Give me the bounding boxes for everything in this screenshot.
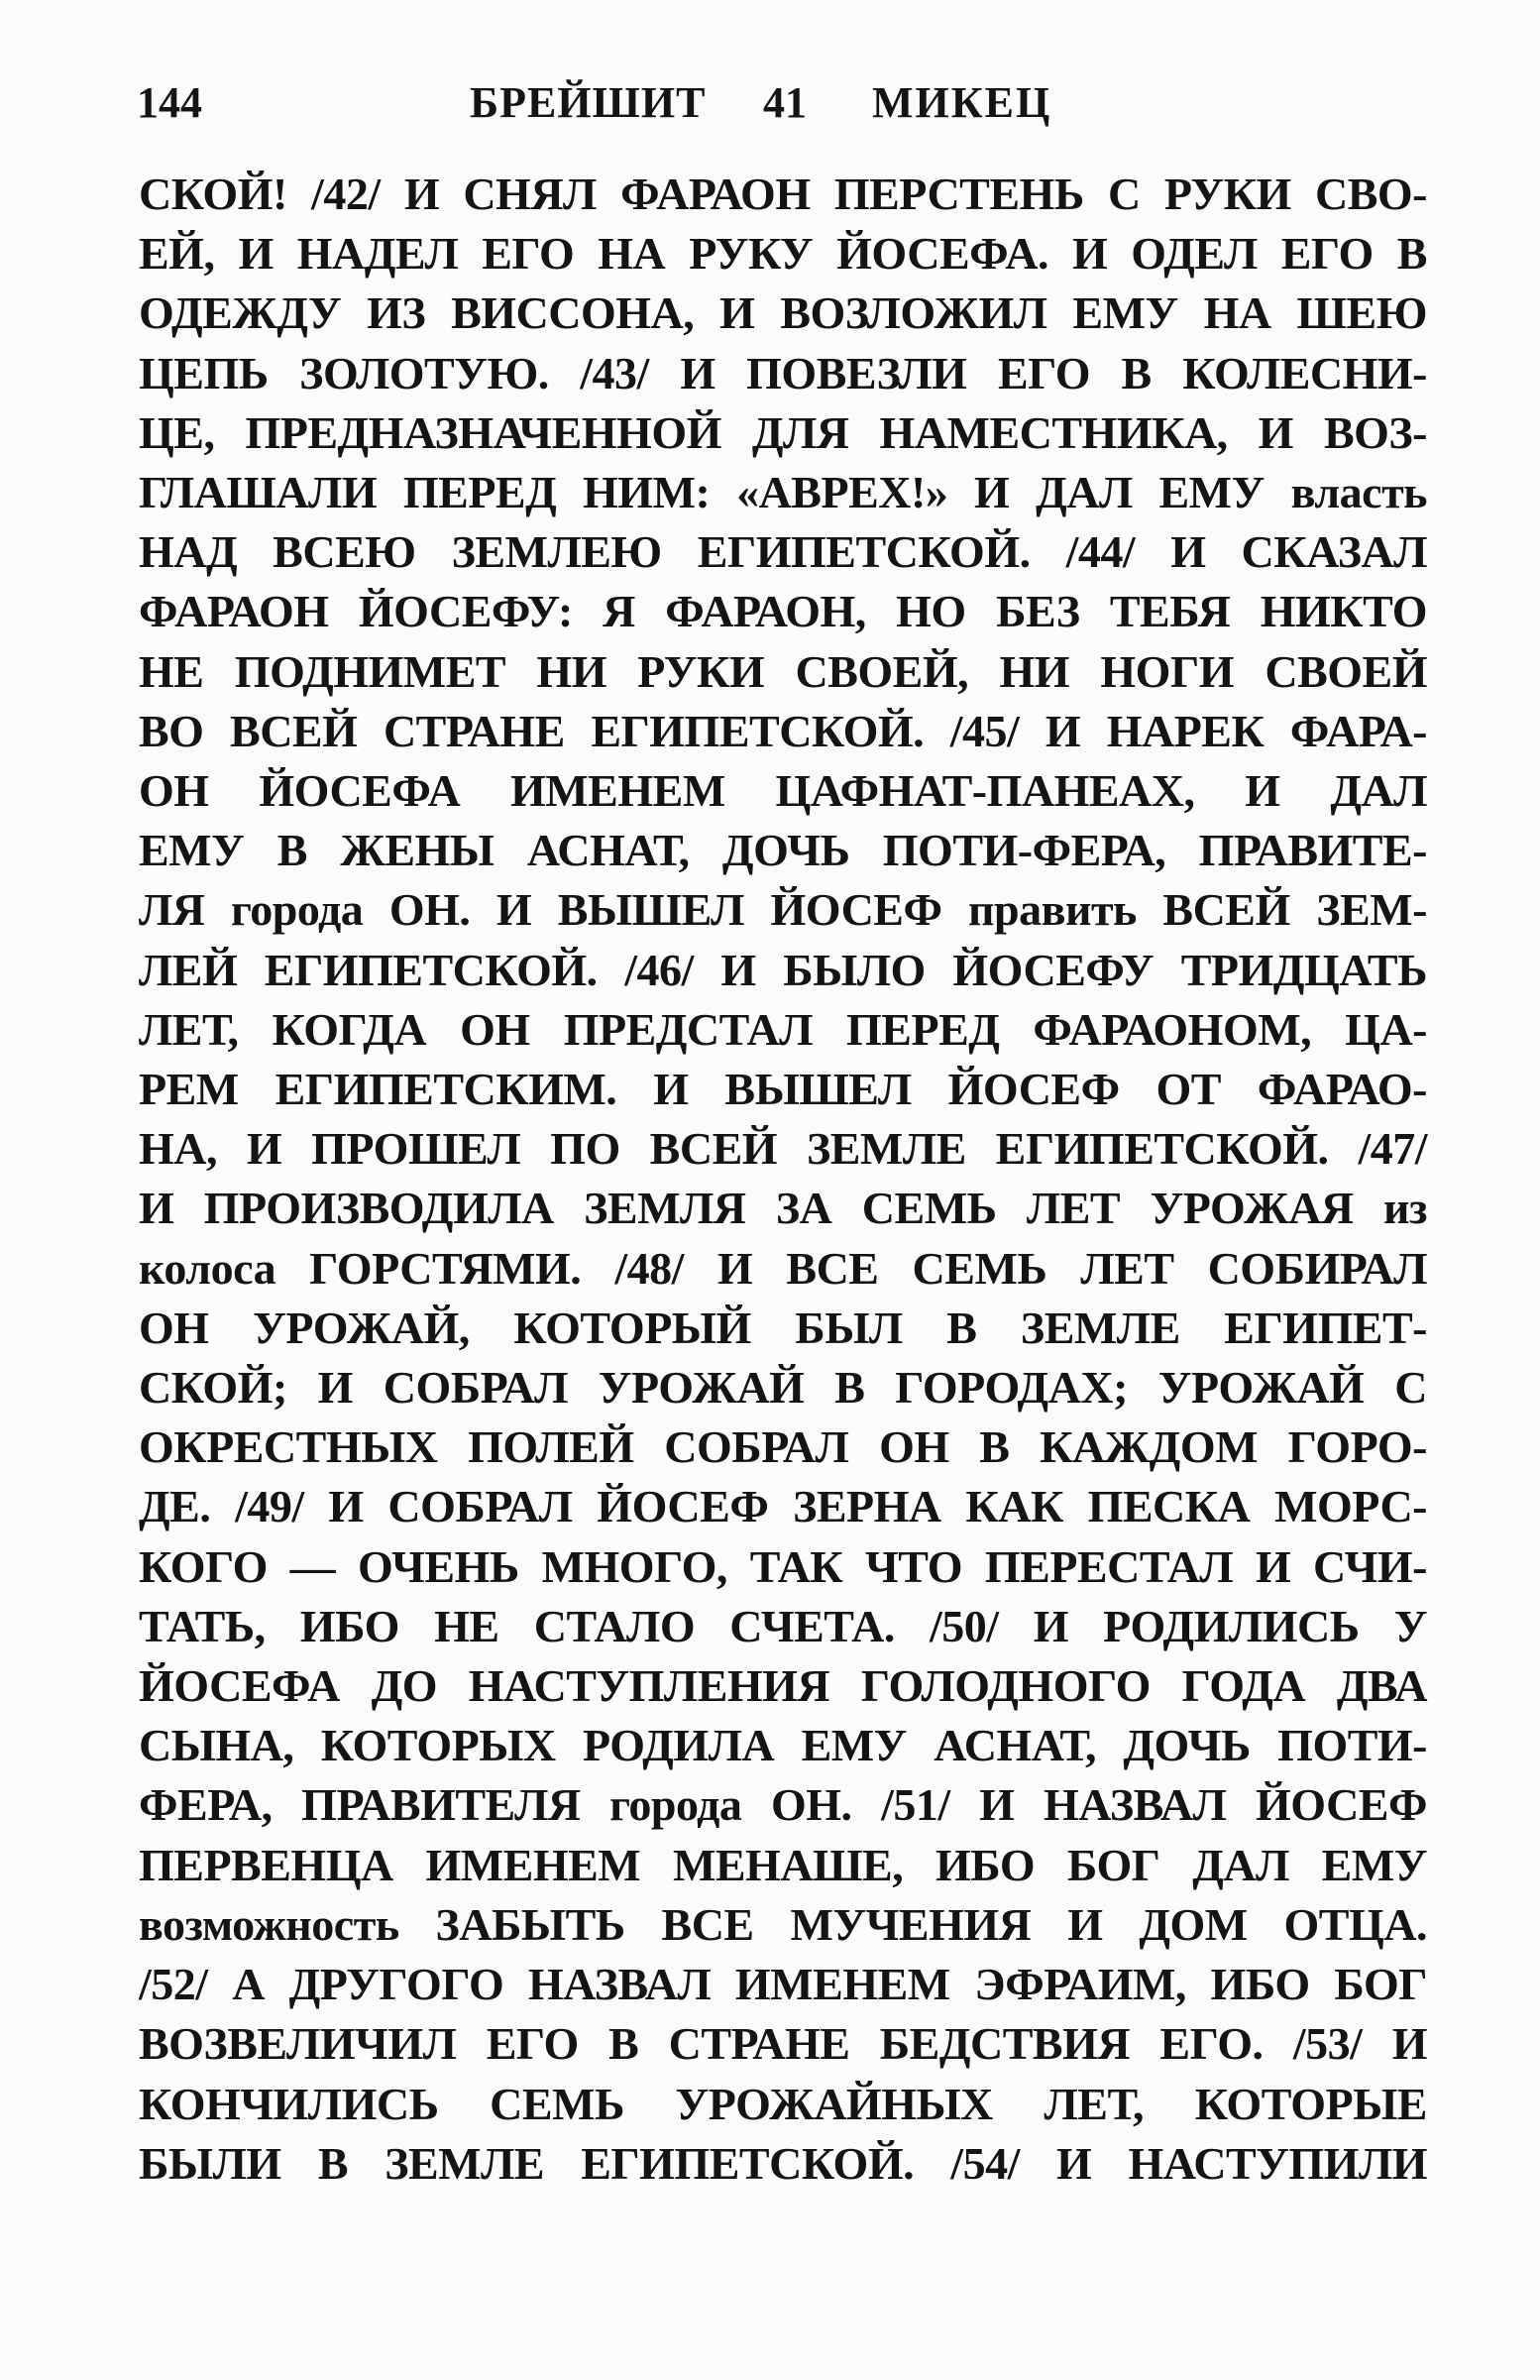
text-line: ОН ЙОСЕФА ИМЕНЕМ ЦАФНАТ-ПАНЕАХ, И ДАЛ (139, 765, 1427, 817)
text-line: ЛЯ города ОН. И ВЫШЕЛ ЙОСЕФ править ВСЕЙ ЗЕМ- (139, 884, 1427, 936)
text-line: ЦЕ, ПРЕДНАЗНАЧЕННОЙ ДЛЯ НАМЕСТНИКА, И ВОЗ- (139, 406, 1427, 458)
text-line: РЕМ ЕГИПЕТСКИМ. И ВЫШЕЛ ЙОСЕФ ОТ ФАРАО- (139, 1064, 1427, 1115)
text-line: НЕ ПОДНИМЕТ НИ РУКИ СВОЕЙ, НИ НОГИ СВОЕЙ (139, 645, 1427, 697)
text-line: КОНЧИЛИСЬ СЕМЬ УРОЖАЙНЫХ ЛЕТ, КОТОРЫЕ (139, 2078, 1427, 2129)
page-number: 144 (137, 78, 202, 127)
text-line: ЙОСЕФА ДО НАСТУПЛЕНИЯ ГОЛОДНОГО ГОДА ДВА (139, 1660, 1427, 1712)
header-portion-title: МИКЕЦ (872, 78, 1052, 127)
text-line: ДЕ. /49/ И СОБРАЛ ЙОСЕФ ЗЕРНА КАК ПЕСКА МОРС- (139, 1481, 1427, 1532)
text-line: ЛЕТ, КОГДА ОН ПРЕДСТАЛ ПЕРЕД ФАРАОНОМ, ЦА- (139, 1003, 1427, 1055)
running-header (0, 75, 1540, 131)
text-line: /52/ А ДРУГОГО НАЗВАЛ ИМЕНЕМ ЭФРАИМ, ИБО БОГ (139, 1959, 1427, 2010)
text-line: НА, И ПРОШЕЛ ПО ВСЕЙ ЗЕМЛЕ ЕГИПЕТСКОЙ. /47/ (139, 1123, 1427, 1175)
text-line: ГЛАШАЛИ ПЕРЕД НИМ: «АВРЕХ!» И ДАЛ ЕМУ власть (139, 467, 1427, 518)
text-line: ЛЕЙ ЕГИПЕТСКОЙ. /46/ И БЫЛО ЙОСЕФУ ТРИДЦАТЬ (139, 944, 1427, 995)
text-line: ПЕРВЕНЦА ИМЕНЕМ МЕНАШЕ, ИБО БОГ ДАЛ ЕМУ (139, 1839, 1427, 1890)
header-book-title: БРЕЙШИТ (470, 78, 707, 127)
text-line: СКОЙ! /42/ И СНЯЛ ФАРАОН ПЕРСТЕНЬ С РУКИ СВО- (139, 169, 1427, 219)
text-line: ЦЕПЬ ЗОЛОТУЮ. /43/ И ПОВЕЗЛИ ЕГО В КОЛЕСНИ- (139, 347, 1427, 398)
text-line: ЕЙ, И НАДЕЛ ЕГО НА РУКУ ЙОСЕФА. И ОДЕЛ ЕГО В (139, 228, 1427, 280)
text-line: КОГО — ОЧЕНЬ МНОГО, ТАК ЧТО ПЕРЕСТАЛ И СЧИ- (139, 1540, 1427, 1592)
text-line: СКОЙ; И СОБРАЛ УРОЖАЙ В ГОРОДАХ; УРОЖАЙ С (139, 1362, 1427, 1414)
text-line: ОН УРОЖАЙ, КОТОРЫЙ БЫЛ В ЗЕМЛЕ ЕГИПЕТ- (139, 1302, 1427, 1353)
text-line: НАД ВСЕЮ ЗЕМЛЕЮ ЕГИПЕТСКОЙ. /44/ И СКАЗАЛ (139, 526, 1427, 578)
text-line: ВО ВСЕЙ СТРАНЕ ЕГИПЕТСКОЙ. /45/ И НАРЕК ФАРА- (139, 705, 1427, 756)
text-line: ВОЗВЕЛИЧИЛ ЕГО В СТРАНЕ БЕДСТВИЯ ЕГО. /53/ И (139, 2018, 1427, 2070)
text-line: ЕМУ В ЖЕНЫ АСНАТ, ДОЧЬ ПОТИ-ФЕРА, ПРАВИТЕ- (139, 825, 1427, 876)
text-line: ТАТЬ, ИБО НЕ СТАЛО СЧЕТА. /50/ И РОДИЛИСЬ У (139, 1600, 1427, 1651)
header-chapter-number: 41 (763, 78, 807, 127)
text-line: ФЕРА, ПРАВИТЕЛЯ города ОН. /51/ И НАЗВАЛ ЙОСЕФ (139, 1779, 1427, 1831)
text-line: СЫНА, КОТОРЫХ РОДИЛА ЕМУ АСНАТ, ДОЧЬ ПОТИ- (139, 1720, 1427, 1771)
text-line: колоса ГОРСТЯМИ. /48/ И ВСЕ СЕМЬ ЛЕТ СОБИРАЛ (139, 1242, 1427, 1294)
text-line: БЫЛИ В ЗЕМЛЕ ЕГИПЕТСКОЙ. /54/ И НАСТУПИЛИ (139, 2137, 1427, 2189)
text-line: ФАРАОН ЙОСЕФУ: Я ФАРАОН, НО БЕЗ ТЕБЯ НИКТО (139, 586, 1427, 637)
text-line: И ПРОИЗВОДИЛА ЗЕМЛЯ ЗА СЕМЬ ЛЕТ УРОЖАЯ из (139, 1183, 1427, 1234)
text-line: ОКРЕСТНЫХ ПОЛЕЙ СОБРАЛ ОН В КАЖДОМ ГОРО- (139, 1421, 1427, 1473)
scripture-text-block (139, 165, 1427, 2194)
text-line: возможность ЗАБЫТЬ ВСЕ МУЧЕНИЯ И ДОМ ОТЦА. (139, 1898, 1427, 1950)
text-line: ОДЕЖДУ ИЗ ВИССОНА, И ВОЗЛОЖИЛ ЕМУ НА ШЕЮ (139, 287, 1427, 339)
